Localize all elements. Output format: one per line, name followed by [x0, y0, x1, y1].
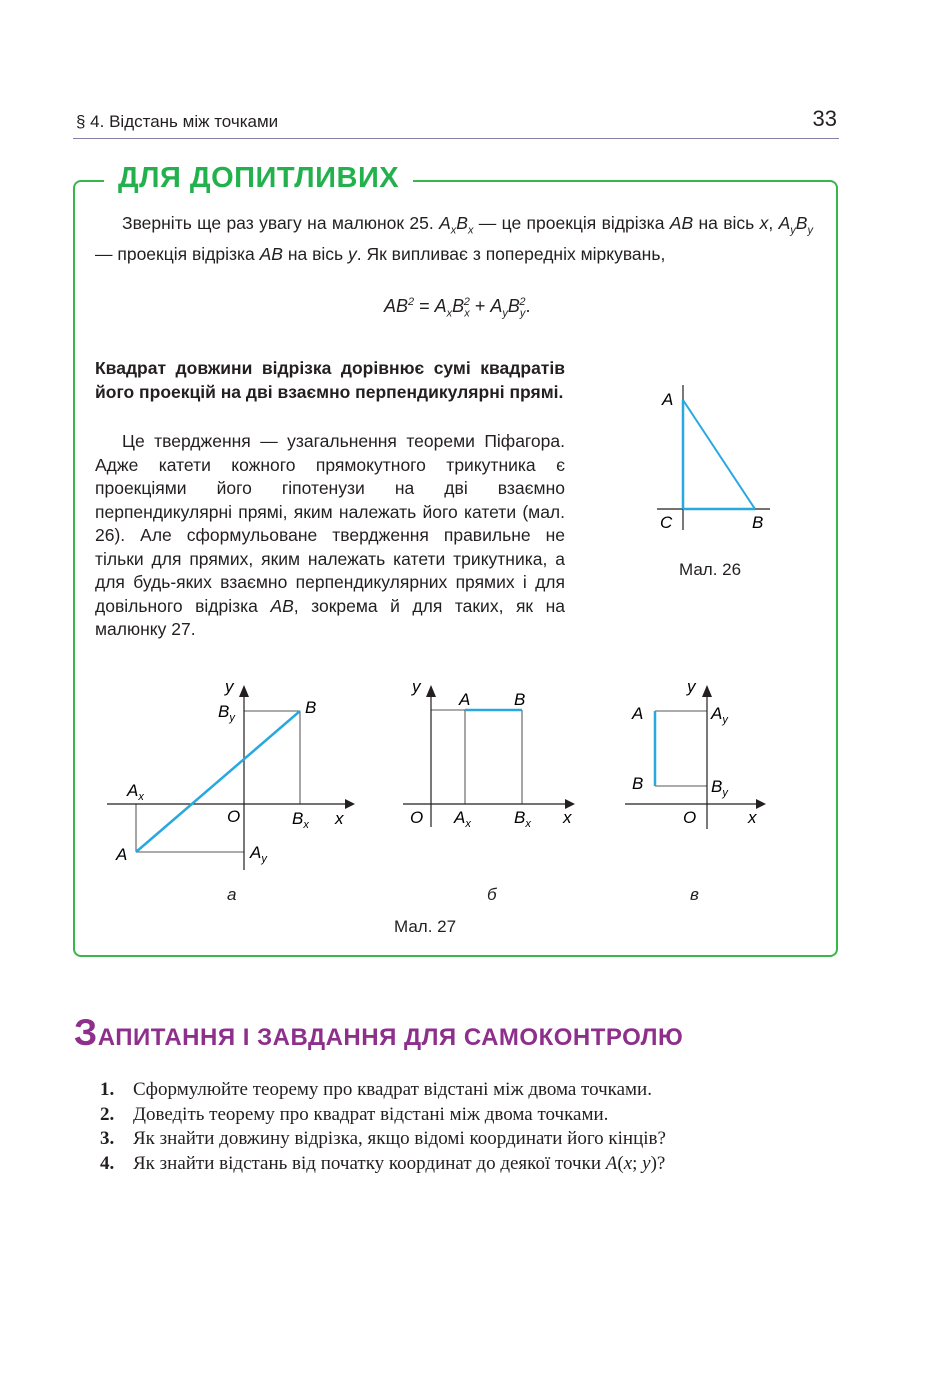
fig27a-label-x: x	[335, 809, 344, 828]
fig27a-sublabel: а	[227, 885, 237, 904]
fig26-hypotenuse	[683, 400, 755, 509]
fig27c-label-x: x	[748, 808, 757, 827]
fig27c-label-a: A	[632, 704, 644, 723]
figure-26	[640, 380, 790, 540]
fig27c-label-b: B	[632, 774, 644, 793]
fig27c-arrow-y	[702, 685, 712, 697]
fig26-label-a: A	[662, 390, 674, 409]
fig27a-segment-ab	[136, 711, 300, 852]
fig27b-label-o: O	[410, 808, 424, 827]
section-title: § 4. Відстань між точками	[76, 112, 279, 131]
fig27a-label-ax: $A_x$	[127, 781, 144, 803]
fig27-caption: Мал. 27	[394, 917, 457, 936]
question-item: 1. Сформулюйте теорему про квадрат відстані між двома точками.	[100, 1079, 652, 1100]
fig27c-arrow-x	[756, 799, 766, 809]
page-header	[73, 108, 839, 139]
fig27b-label-y: y	[412, 677, 421, 696]
fig27b-sublabel: б	[487, 885, 497, 904]
fig27b-arrow-y	[426, 685, 436, 697]
fig27a-label-by: $B_y$	[218, 702, 235, 724]
page-number: 33	[812, 106, 837, 131]
fig27b-label-bx: $B_x$	[514, 808, 531, 830]
fig27b-label-x: x	[563, 808, 572, 827]
figure-27c	[620, 672, 780, 842]
fig26-label-c: C	[660, 513, 673, 532]
fig27a-label-ay: $A_y$	[250, 843, 267, 865]
fig26-label-b: B	[752, 513, 764, 532]
fig27c-label-y: y	[687, 677, 696, 696]
explanation-paragraph: Це твердження — узагальнення теореми Піфагора. Адже катети кожного прямокутного трикутника є проекціями його гіпотенузи на дві взаємно перпендикулярні прямі, яким належать його катети (мал. 26). Але сформульоване твердження правильне не тільки для прямих, яким належать катети трикутника, а для будь-яких взаємно перпендикулярних прямих і для довільного відрізка AB, зокрема й для таких, як на малюнку 27.	[95, 431, 566, 639]
question-item: 3. Як знайти довжину відрізка, якщо відомі координати його кінців?	[100, 1128, 666, 1149]
question-item: 4. Як знайти відстань від початку координат до деякої точки A(x; y)?	[100, 1152, 666, 1174]
fig27a-label-b: B	[305, 698, 317, 717]
theorem-statement: Квадрат довжини відрізка дорівнює сумі квадратів його проекцій на дві взаємно перпендикулярні прямі.	[95, 358, 565, 402]
fig27a-label-bx: $B_x$	[292, 809, 309, 831]
questions-title: ЗАПИТАННЯ І ЗАВДАННЯ ДЛЯ САМОКОНТРОЛЮ	[74, 1012, 684, 1053]
curious-box-title: ДЛЯ ДОПИТЛИВИХ	[104, 162, 413, 195]
fig27b-label-a: A	[459, 690, 471, 709]
figure-27b	[398, 672, 588, 842]
fig27c-sublabel: в	[690, 885, 699, 904]
fig27b-label-b: B	[514, 690, 526, 709]
fig27c-label-by: $B_y$	[711, 777, 728, 799]
fig27b-label-ax: $A_x$	[454, 808, 471, 830]
question-item: 2. Доведіть теорему про квадрат відстані між двома точками.	[100, 1103, 609, 1125]
figure-27a	[100, 672, 360, 882]
fig27a-label-y: y	[225, 677, 234, 696]
fig27c-label-o: O	[683, 808, 697, 827]
fig27c-label-ay: $A_y$	[711, 704, 728, 726]
fig27a-label-o: O	[227, 807, 241, 826]
fig27a-arrow-y	[239, 685, 249, 697]
fig26-caption: Мал. 26	[679, 560, 742, 579]
fig27a-label-a: A	[116, 845, 128, 864]
questions-list	[100, 1078, 666, 1176]
fig27a-arrow-x	[345, 799, 355, 809]
projection-formula: $AB^2 = A_xB_x^2 + A_yB_y^2$.	[384, 296, 531, 320]
intro-paragraph: Зверніть ще раз увагу на малюнок 25. $A_xB_x$ — це проекція відрізка AB на вісь x, $A_yB_y$ — проекція відрізка AB на вісь y. Як випливає з попередніх міркувань,	[95, 213, 813, 264]
